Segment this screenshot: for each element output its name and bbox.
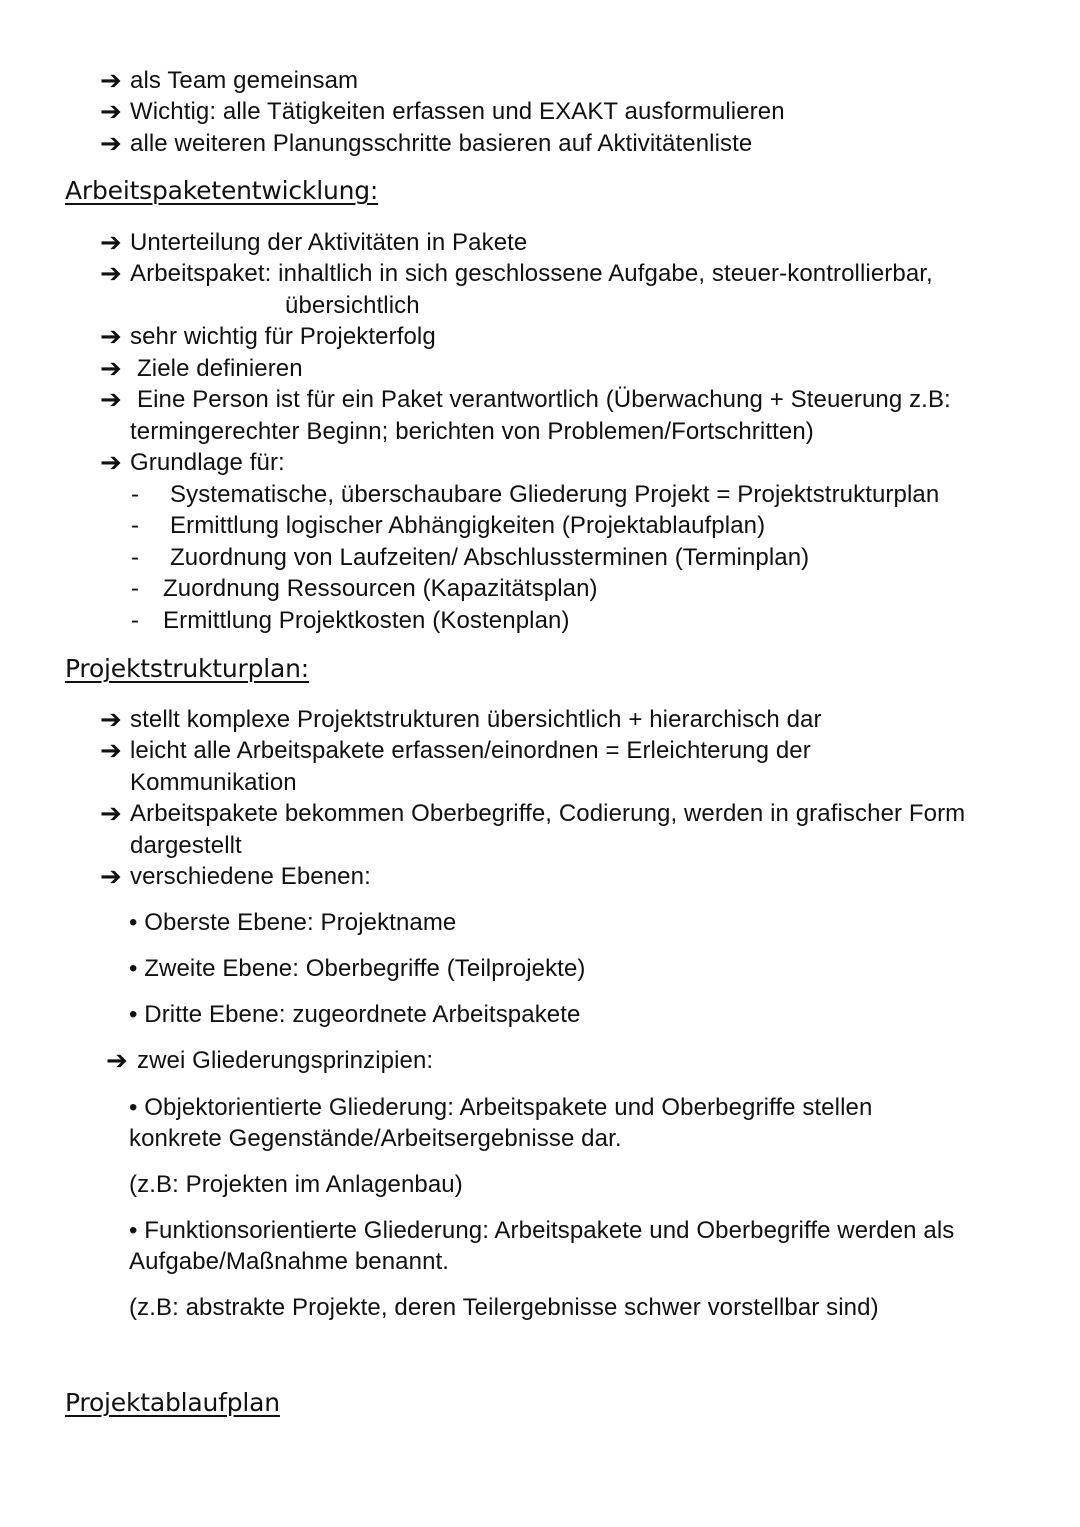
ap-bullet-1: Unterteilung der Aktivitäten in Pakete [130,229,528,256]
psp-bullet-2: leicht alle Arbeitspakete erfassen/einordnen = Erleichterung der [130,737,811,764]
arrow-icon: ➔ [100,322,122,352]
funktion-gliederung: • Funktionsorientierte Gliederung: Arbeitspakete und Oberbegriffe werden als [129,1217,955,1244]
psp-bullet-1: stellt komplexe Projektstrukturen übersichtlich + hierarchisch dar [130,706,822,733]
objekt-gliederung-cont: konkrete Gegenstände/Arbeitsergebnisse dar. [129,1125,622,1152]
arrow-icon: ➔ [100,259,122,289]
dash-icon: - [131,481,139,508]
arrow-icon: ➔ [100,705,122,735]
arrow-icon: ➔ [106,1046,128,1076]
arrow-icon: ➔ [100,129,122,159]
arrow-icon: ➔ [100,385,122,415]
arrow-icon: ➔ [100,736,122,766]
intro-bullet-3: alle weiteren Planungsschritte basieren auf Aktivitätenliste [130,130,753,157]
intro-bullet-2: Wichtig: alle Tätigkeiten erfassen und EXAKT ausformulieren [130,98,785,125]
arrow-icon: ➔ [100,799,122,829]
ap-bullet-2: Arbeitspaket: inhaltlich in sich geschlossene Aufgabe, steuer-kontrollierbar, [130,260,933,287]
ap-bullet-5: Eine Person ist für ein Paket verantwortlich (Überwachung + Steuerung z.B: [137,386,951,413]
ap-sub-item-5: Ermittlung Projektkosten (Kostenplan) [163,607,570,634]
ap-bullet-5-cont: termingerechter Beginn; berichten von Problemen/Fortschritten) [130,418,814,445]
ap-sub-item-1: Systematische, überschaubare Gliederung Projekt = Projektstrukturplan [170,481,940,508]
dash-icon: - [131,544,139,571]
objekt-gliederung: • Objektorientierte Gliederung: Arbeitspakete und Oberbegriffe stellen [129,1094,873,1121]
psp-bullet-5: zwei Gliederungsprinzipien: [137,1047,434,1074]
psp-bullet-3: Arbeitspakete bekommen Oberbegriffe, Codierung, werden in grafischer Form [130,800,966,827]
level-item-2: • Zweite Ebene: Oberbegriffe (Teilprojekte) [129,955,586,982]
psp-bullet-4: verschiedene Ebenen: [130,863,371,890]
ap-bullet-4: Ziele definieren [137,355,303,382]
level-item-1: • Oberste Ebene: Projektname [129,909,457,936]
ap-sub-item-3: Zuordnung von Laufzeiten/ Abschlussterminen (Terminplan) [170,544,810,571]
heading-projektablaufplan: Projektablaufplan [65,1388,280,1417]
ap-bullet-6: Grundlage für: [130,449,285,476]
funktion-beispiel: (z.B: abstrakte Projekte, deren Teilergebnisse schwer vorstellbar sind) [129,1294,879,1321]
funktion-gliederung-cont: Aufgabe/Maßnahme benannt. [129,1248,450,1275]
ap-bullet-2-cont: übersichtlich [285,292,420,319]
arrow-icon: ➔ [100,228,122,258]
ap-sub-item-4: Zuordnung Ressourcen (Kapazitätsplan) [163,575,598,602]
dash-icon: - [131,575,139,602]
psp-bullet-2-cont: Kommunikation [130,769,297,796]
heading-arbeitspaketentwicklung: Arbeitspaketentwicklung: [65,176,379,205]
objekt-beispiel: (z.B: Projekten im Anlagenbau) [129,1171,463,1198]
psp-bullet-3-cont: dargestellt [130,832,242,859]
ap-sub-item-2: Ermittlung logischer Abhängigkeiten (Projektablaufplan) [170,512,766,539]
arrow-icon: ➔ [100,862,122,892]
arrow-icon: ➔ [100,448,122,478]
intro-bullet-1: als Team gemeinsam [130,67,359,94]
ap-bullet-3: sehr wichtig für Projekterfolg [130,323,436,350]
arrow-icon: ➔ [100,354,122,384]
heading-projektstrukturplan: Projektstrukturplan: [65,654,310,683]
level-item-3: • Dritte Ebene: zugeordnete Arbeitspakete [129,1001,581,1028]
arrow-icon: ➔ [100,66,122,96]
arrow-icon: ➔ [100,97,122,127]
dash-icon: - [131,512,139,539]
dash-icon: - [131,607,139,634]
